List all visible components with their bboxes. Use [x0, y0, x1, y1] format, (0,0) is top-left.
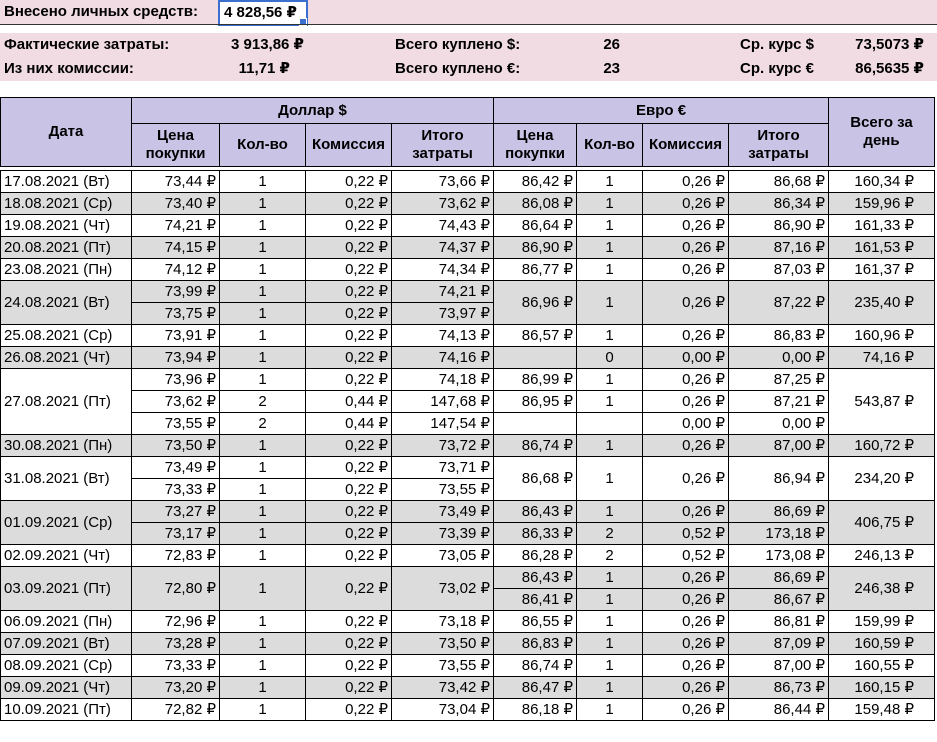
day-total-cell[interactable]: 159,99 ₽ — [829, 611, 935, 633]
usd-commission-cell[interactable]: 0,22 ₽ — [306, 655, 392, 677]
usd-qty-cell[interactable]: 1 — [220, 215, 306, 237]
eur-commission-cell[interactable]: 0,26 ₽ — [643, 215, 729, 237]
header-usd-price: Цена покупки — [132, 124, 220, 167]
header-eur-qty: Кол-во — [577, 124, 643, 167]
eur-qty-cell[interactable]: 1 — [577, 193, 643, 215]
usd-price-cell[interactable]: 73,55 ₽ — [132, 413, 220, 435]
eur-qty-cell[interactable]: 1 — [577, 589, 643, 611]
eur-qty-cell[interactable]: 1 — [577, 369, 643, 391]
usd-price-cell[interactable]: 73,20 ₽ — [132, 677, 220, 699]
summary-row-contributed — [0, 0, 937, 24]
date-cell[interactable]: 20.08.2021 (Пт) — [1, 237, 132, 259]
eur-qty-cell[interactable] — [577, 413, 643, 435]
usd-qty-cell[interactable]: 1 — [220, 259, 306, 281]
bought-eur-value: 23 — [603, 60, 620, 77]
usd-total-cell[interactable]: 73,66 ₽ — [392, 171, 494, 193]
eur-commission-cell[interactable]: 0,26 ₽ — [643, 281, 729, 325]
usd-qty-cell[interactable]: 1 — [220, 347, 306, 369]
usd-qty-cell[interactable]: 1 — [220, 523, 306, 545]
usd-total-cell[interactable]: 73,18 ₽ — [392, 611, 494, 633]
header-usd-commission: Комиссия — [306, 124, 392, 167]
eur-price-cell[interactable]: 86,74 ₽ — [494, 655, 577, 677]
usd-total-cell[interactable]: 73,62 ₽ — [392, 193, 494, 215]
usd-qty-cell[interactable]: 1 — [220, 435, 306, 457]
usd-price-cell[interactable]: 74,12 ₽ — [132, 259, 220, 281]
eur-total-cell[interactable]: 87,00 ₽ — [729, 655, 829, 677]
usd-commission-cell[interactable]: 0,22 ₽ — [306, 347, 392, 369]
usd-price-cell[interactable]: 73,28 ₽ — [132, 633, 220, 655]
eur-total-cell[interactable]: 87,22 ₽ — [729, 281, 829, 325]
day-total-cell[interactable]: 406,75 ₽ — [829, 501, 935, 545]
day-total-cell[interactable]: 160,15 ₽ — [829, 677, 935, 699]
bought-eur-label: Всего куплено €: — [395, 60, 521, 77]
usd-commission-cell[interactable]: 0,22 ₽ — [306, 501, 392, 523]
eur-qty-cell[interactable]: 1 — [577, 699, 643, 721]
eur-price-cell[interactable]: 86,83 ₽ — [494, 633, 577, 655]
eur-qty-cell[interactable]: 1 — [577, 237, 643, 259]
eur-commission-cell[interactable]: 0,52 ₽ — [643, 545, 729, 567]
usd-commission-cell[interactable]: 0,22 ₽ — [306, 699, 392, 721]
usd-commission-cell[interactable]: 0,44 ₽ — [306, 391, 392, 413]
avg-eur-label: Ср. курс € — [740, 60, 814, 77]
usd-total-cell[interactable]: 74,37 ₽ — [392, 237, 494, 259]
usd-commission-cell[interactable]: 0,22 ₽ — [306, 171, 392, 193]
usd-commission-cell[interactable]: 0,22 ₽ — [306, 545, 392, 567]
header-eur-commission: Комиссия — [643, 124, 729, 167]
eur-qty-cell[interactable]: 1 — [577, 633, 643, 655]
avg-usd-label: Ср. курс $ — [740, 36, 814, 53]
table-row — [1, 259, 935, 281]
bought-usd-value: 26 — [603, 36, 620, 53]
usd-qty-cell[interactable]: 1 — [220, 171, 306, 193]
usd-commission-cell[interactable]: 0,22 ₽ — [306, 523, 392, 545]
header-day-total: Всего за день — [829, 98, 935, 167]
usd-commission-cell[interactable]: 0,22 ₽ — [306, 611, 392, 633]
day-total-cell[interactable]: 246,38 ₽ — [829, 567, 935, 611]
usd-qty-cell[interactable]: 1 — [220, 633, 306, 655]
day-total-cell[interactable]: 543,87 ₽ — [829, 369, 935, 435]
usd-qty-cell[interactable]: 2 — [220, 413, 306, 435]
usd-commission-cell[interactable]: 0,22 ₽ — [306, 435, 392, 457]
header-eur: Евро € — [494, 98, 829, 124]
usd-commission-cell[interactable]: 0,22 ₽ — [306, 677, 392, 699]
eur-price-cell[interactable]: 86,64 ₽ — [494, 215, 577, 237]
usd-commission-cell[interactable]: 0,22 ₽ — [306, 325, 392, 347]
eur-total-cell[interactable]: 86,69 ₽ — [729, 567, 829, 589]
eur-total-cell[interactable]: 87,09 ₽ — [729, 633, 829, 655]
eur-commission-cell[interactable]: 0,26 ₽ — [643, 325, 729, 347]
eur-total-cell[interactable]: 173,18 ₽ — [729, 523, 829, 545]
eur-commission-cell[interactable]: 0,26 ₽ — [643, 171, 729, 193]
eur-total-cell[interactable]: 173,08 ₽ — [729, 545, 829, 567]
table-row — [1, 237, 935, 259]
usd-total-cell[interactable]: 73,72 ₽ — [392, 435, 494, 457]
eur-total-cell[interactable]: 86,73 ₽ — [729, 677, 829, 699]
usd-qty-cell[interactable]: 1 — [220, 501, 306, 523]
day-total-cell[interactable]: 160,96 ₽ — [829, 325, 935, 347]
eur-price-cell[interactable]: 86,42 ₽ — [494, 171, 577, 193]
eur-price-cell[interactable]: 86,99 ₽ — [494, 369, 577, 391]
table-row — [1, 391, 935, 413]
table-row — [1, 281, 935, 303]
day-total-cell[interactable]: 160,34 ₽ — [829, 171, 935, 193]
day-total-cell[interactable]: 160,59 ₽ — [829, 633, 935, 655]
eur-qty-cell[interactable]: 1 — [577, 281, 643, 325]
eur-price-cell[interactable]: 86,96 ₽ — [494, 281, 577, 325]
date-cell[interactable]: 25.08.2021 (Ср) — [1, 325, 132, 347]
usd-qty-cell[interactable]: 1 — [220, 325, 306, 347]
usd-price-cell[interactable]: 73,94 ₽ — [132, 347, 220, 369]
eur-total-cell[interactable]: 86,34 ₽ — [729, 193, 829, 215]
usd-total-cell[interactable]: 73,71 ₽ — [392, 457, 494, 479]
table-row — [1, 457, 935, 479]
header-eur-price: Цена покупки — [494, 124, 577, 167]
table-row — [1, 523, 935, 545]
eur-total-cell[interactable]: 0,00 ₽ — [729, 347, 829, 369]
date-cell[interactable]: 01.09.2021 (Ср) — [1, 501, 132, 545]
usd-price-cell[interactable]: 73,17 ₽ — [132, 523, 220, 545]
eur-qty-cell[interactable]: 0 — [577, 347, 643, 369]
usd-total-cell[interactable]: 74,13 ₽ — [392, 325, 494, 347]
eur-price-cell[interactable]: 86,18 ₽ — [494, 699, 577, 721]
usd-qty-cell[interactable]: 1 — [220, 303, 306, 325]
eur-commission-cell[interactable]: 0,26 ₽ — [643, 237, 729, 259]
table-row — [1, 325, 935, 347]
date-cell[interactable]: 24.08.2021 (Вт) — [1, 281, 132, 325]
usd-total-cell[interactable]: 74,34 ₽ — [392, 259, 494, 281]
header-usd-total: Итого затраты — [392, 124, 494, 167]
eur-price-cell[interactable]: 86,43 ₽ — [494, 567, 577, 589]
usd-total-cell[interactable]: 73,49 ₽ — [392, 501, 494, 523]
eur-qty-cell[interactable]: 1 — [577, 457, 643, 501]
table-row — [1, 699, 935, 721]
date-cell[interactable]: 26.08.2021 (Чт) — [1, 347, 132, 369]
usd-qty-cell[interactable]: 1 — [220, 457, 306, 479]
eur-total-cell[interactable]: 86,44 ₽ — [729, 699, 829, 721]
date-cell[interactable]: 17.08.2021 (Вт) — [1, 171, 132, 193]
eur-qty-cell[interactable]: 1 — [577, 215, 643, 237]
usd-commission-cell[interactable]: 0,44 ₽ — [306, 413, 392, 435]
eur-qty-cell[interactable]: 2 — [577, 545, 643, 567]
usd-qty-cell[interactable]: 1 — [220, 655, 306, 677]
eur-qty-cell[interactable]: 1 — [577, 567, 643, 589]
usd-price-cell[interactable]: 72,96 ₽ — [132, 611, 220, 633]
eur-price-cell[interactable]: 86,57 ₽ — [494, 325, 577, 347]
eur-total-cell[interactable]: 86,69 ₽ — [729, 501, 829, 523]
usd-total-cell[interactable]: 74,18 ₽ — [392, 369, 494, 391]
eur-commission-cell[interactable]: 0,26 ₽ — [643, 611, 729, 633]
eur-price-cell[interactable]: 86,28 ₽ — [494, 545, 577, 567]
table-row — [1, 677, 935, 699]
eur-price-cell[interactable]: 86,41 ₽ — [494, 589, 577, 611]
table-row — [1, 413, 935, 435]
usd-price-cell[interactable]: 72,80 ₽ — [132, 567, 220, 611]
usd-commission-cell[interactable]: 0,22 ₽ — [306, 567, 392, 611]
usd-price-cell[interactable]: 73,62 ₽ — [132, 391, 220, 413]
eur-commission-cell[interactable]: 0,26 ₽ — [643, 633, 729, 655]
contributed-value-cell[interactable] — [218, 0, 308, 26]
usd-qty-cell[interactable]: 1 — [220, 567, 306, 611]
usd-price-cell[interactable]: 74,15 ₽ — [132, 237, 220, 259]
table-row — [1, 567, 935, 589]
eur-qty-cell[interactable]: 1 — [577, 435, 643, 457]
day-total-cell[interactable]: 160,55 ₽ — [829, 655, 935, 677]
usd-price-cell[interactable]: 73,75 ₽ — [132, 303, 220, 325]
table-row — [1, 501, 935, 523]
eur-price-cell[interactable]: 86,74 ₽ — [494, 435, 577, 457]
usd-total-cell[interactable]: 147,68 ₽ — [392, 391, 494, 413]
date-cell[interactable]: 02.09.2021 (Чт) — [1, 545, 132, 567]
actual-value: 3 913,86 ₽ — [231, 36, 304, 53]
usd-total-cell[interactable]: 73,04 ₽ — [392, 699, 494, 721]
eur-price-cell[interactable]: 86,95 ₽ — [494, 391, 577, 413]
eur-commission-cell[interactable]: 0,00 ₽ — [643, 413, 729, 435]
usd-commission-cell[interactable]: 0,22 ₽ — [306, 281, 392, 303]
eur-qty-cell[interactable]: 1 — [577, 501, 643, 523]
eur-qty-cell[interactable]: 1 — [577, 611, 643, 633]
date-cell[interactable]: 03.09.2021 (Пт) — [1, 567, 132, 611]
eur-total-cell[interactable]: 87,25 ₽ — [729, 369, 829, 391]
eur-commission-cell[interactable]: 0,26 ₽ — [643, 589, 729, 611]
eur-commission-cell[interactable]: 0,26 ₽ — [643, 369, 729, 391]
table-row — [1, 171, 935, 193]
table-header — [1, 98, 935, 171]
usd-commission-cell[interactable]: 0,22 ₽ — [306, 193, 392, 215]
eur-total-cell[interactable]: 87,16 ₽ — [729, 237, 829, 259]
eur-commission-cell[interactable]: 0,00 ₽ — [643, 347, 729, 369]
eur-commission-cell[interactable]: 0,26 ₽ — [643, 457, 729, 501]
eur-commission-cell[interactable]: 0,26 ₽ — [643, 391, 729, 413]
usd-price-cell[interactable]: 74,21 ₽ — [132, 215, 220, 237]
day-total-cell[interactable]: 74,16 ₽ — [829, 347, 935, 369]
table-row — [1, 611, 935, 633]
eur-total-cell[interactable]: 87,21 ₽ — [729, 391, 829, 413]
usd-total-cell[interactable]: 73,55 ₽ — [392, 479, 494, 501]
usd-price-cell[interactable]: 73,33 ₽ — [132, 479, 220, 501]
usd-qty-cell[interactable]: 1 — [220, 677, 306, 699]
usd-commission-cell[interactable]: 0,22 ₽ — [306, 259, 392, 281]
usd-price-cell[interactable]: 73,91 ₽ — [132, 325, 220, 347]
eur-qty-cell[interactable]: 1 — [577, 677, 643, 699]
commission-label: Из них комиссии: — [4, 60, 134, 77]
eur-qty-cell[interactable]: 1 — [577, 325, 643, 347]
day-total-cell[interactable]: 161,37 ₽ — [829, 259, 935, 281]
table-row — [1, 215, 935, 237]
usd-qty-cell[interactable]: 1 — [220, 281, 306, 303]
date-cell[interactable]: 07.09.2021 (Вт) — [1, 633, 132, 655]
eur-price-cell[interactable] — [494, 347, 577, 369]
header-usd-qty: Кол-во — [220, 124, 306, 167]
eur-price-cell[interactable]: 86,90 ₽ — [494, 237, 577, 259]
avg-usd-value: 73,5073 ₽ — [855, 36, 924, 53]
usd-total-cell[interactable]: 74,43 ₽ — [392, 215, 494, 237]
eur-total-cell[interactable]: 0,00 ₽ — [729, 413, 829, 435]
eur-price-cell[interactable]: 86,55 ₽ — [494, 611, 577, 633]
header-eur-total: Итого затраты — [729, 124, 829, 167]
day-total-cell[interactable]: 159,48 ₽ — [829, 699, 935, 721]
eur-total-cell[interactable]: 87,00 ₽ — [729, 435, 829, 457]
eur-price-cell[interactable]: 86,33 ₽ — [494, 523, 577, 545]
usd-qty-cell[interactable]: 1 — [220, 699, 306, 721]
date-cell[interactable]: 30.08.2021 (Пн) — [1, 435, 132, 457]
usd-commission-cell[interactable]: 0,22 ₽ — [306, 479, 392, 501]
day-total-cell[interactable]: 159,96 ₽ — [829, 193, 935, 215]
usd-total-cell[interactable]: 73,05 ₽ — [392, 545, 494, 567]
usd-commission-cell[interactable]: 0,22 ₽ — [306, 303, 392, 325]
eur-qty-cell[interactable]: 1 — [577, 655, 643, 677]
header-date: Дата — [1, 98, 132, 167]
eur-total-cell[interactable]: 87,03 ₽ — [729, 259, 829, 281]
eur-total-cell[interactable]: 86,94 ₽ — [729, 457, 829, 501]
table-body — [1, 171, 935, 721]
eur-total-cell[interactable]: 86,90 ₽ — [729, 215, 829, 237]
commission-value: 11,71 ₽ — [238, 60, 290, 77]
usd-price-cell[interactable]: 73,44 ₽ — [132, 171, 220, 193]
eur-qty-cell[interactable]: 2 — [577, 523, 643, 545]
eur-price-cell[interactable]: 86,68 ₽ — [494, 457, 577, 501]
day-total-cell[interactable]: 235,40 ₽ — [829, 281, 935, 325]
usd-total-cell[interactable]: 73,50 ₽ — [392, 633, 494, 655]
eur-qty-cell[interactable]: 1 — [577, 259, 643, 281]
usd-total-cell[interactable]: 73,55 ₽ — [392, 655, 494, 677]
actual-label: Фактические затраты: — [4, 36, 170, 53]
day-total-cell[interactable]: 160,72 ₽ — [829, 435, 935, 457]
usd-total-cell[interactable]: 73,97 ₽ — [392, 303, 494, 325]
eur-commission-cell[interactable]: 0,26 ₽ — [643, 699, 729, 721]
date-cell[interactable]: 09.09.2021 (Чт) — [1, 677, 132, 699]
usd-total-cell[interactable]: 73,42 ₽ — [392, 677, 494, 699]
purchases-table — [0, 97, 935, 721]
usd-qty-cell[interactable]: 1 — [220, 611, 306, 633]
usd-qty-cell[interactable]: 1 — [220, 237, 306, 259]
eur-qty-cell[interactable]: 1 — [577, 171, 643, 193]
summary-row-2 — [0, 57, 937, 81]
contributed-value: 4 828,56 ₽ — [224, 4, 297, 21]
eur-commission-cell[interactable]: 0,26 ₽ — [643, 567, 729, 589]
day-total-cell[interactable]: 161,53 ₽ — [829, 237, 935, 259]
avg-eur-value: 86,5635 ₽ — [855, 60, 924, 77]
eur-commission-cell[interactable]: 0,26 ₽ — [643, 259, 729, 281]
usd-qty-cell[interactable]: 1 — [220, 193, 306, 215]
eur-commission-cell[interactable]: 0,26 ₽ — [643, 501, 729, 523]
header-usd: Доллар $ — [132, 98, 494, 124]
table-row — [1, 655, 935, 677]
usd-price-cell[interactable]: 72,82 ₽ — [132, 699, 220, 721]
usd-total-cell[interactable]: 74,16 ₽ — [392, 347, 494, 369]
usd-qty-cell[interactable]: 1 — [220, 545, 306, 567]
usd-commission-cell[interactable]: 0,22 ₽ — [306, 633, 392, 655]
eur-commission-cell[interactable]: 0,52 ₽ — [643, 523, 729, 545]
usd-price-cell[interactable]: 73,99 ₽ — [132, 281, 220, 303]
eur-qty-cell[interactable]: 1 — [577, 391, 643, 413]
eur-price-cell[interactable]: 86,47 ₽ — [494, 677, 577, 699]
usd-total-cell[interactable]: 74,21 ₽ — [392, 281, 494, 303]
contributed-label: Внесено личных средств: — [4, 3, 199, 20]
usd-total-cell[interactable]: 73,02 ₽ — [392, 567, 494, 611]
usd-price-cell[interactable]: 73,49 ₽ — [132, 457, 220, 479]
date-cell[interactable]: 31.08.2021 (Вт) — [1, 457, 132, 501]
usd-price-cell[interactable]: 73,96 ₽ — [132, 369, 220, 391]
day-total-cell[interactable]: 234,20 ₽ — [829, 457, 935, 501]
summary-panel — [0, 0, 937, 95]
date-cell[interactable]: 08.09.2021 (Ср) — [1, 655, 132, 677]
table-row — [1, 435, 935, 457]
usd-qty-cell[interactable]: 2 — [220, 391, 306, 413]
usd-commission-cell[interactable]: 0,22 ₽ — [306, 237, 392, 259]
eur-total-cell[interactable]: 86,83 ₽ — [729, 325, 829, 347]
eur-total-cell[interactable]: 86,81 ₽ — [729, 611, 829, 633]
table-row — [1, 545, 935, 567]
usd-total-cell[interactable]: 147,54 ₽ — [392, 413, 494, 435]
date-cell[interactable]: 19.08.2021 (Чт) — [1, 215, 132, 237]
table-row — [1, 193, 935, 215]
date-cell[interactable]: 06.09.2021 (Пн) — [1, 611, 132, 633]
eur-total-cell[interactable]: 86,67 ₽ — [729, 589, 829, 611]
eur-price-cell[interactable]: 86,43 ₽ — [494, 501, 577, 523]
usd-qty-cell[interactable]: 1 — [220, 479, 306, 501]
usd-commission-cell[interactable]: 0,22 ₽ — [306, 369, 392, 391]
date-cell[interactable]: 23.08.2021 (Пн) — [1, 259, 132, 281]
usd-commission-cell[interactable]: 0,22 ₽ — [306, 457, 392, 479]
eur-commission-cell[interactable]: 0,26 ₽ — [643, 655, 729, 677]
summary-row-1 — [0, 33, 937, 57]
usd-commission-cell[interactable]: 0,22 ₽ — [306, 215, 392, 237]
table-row — [1, 347, 935, 369]
day-total-cell[interactable]: 161,33 ₽ — [829, 215, 935, 237]
eur-price-cell[interactable] — [494, 413, 577, 435]
eur-commission-cell[interactable]: 0,26 ₽ — [643, 193, 729, 215]
usd-price-cell[interactable]: 73,40 ₽ — [132, 193, 220, 215]
usd-price-cell[interactable]: 73,27 ₽ — [132, 501, 220, 523]
eur-price-cell[interactable]: 86,77 ₽ — [494, 259, 577, 281]
eur-price-cell[interactable]: 86,08 ₽ — [494, 193, 577, 215]
usd-total-cell[interactable]: 73,39 ₽ — [392, 523, 494, 545]
eur-commission-cell[interactable]: 0,26 ₽ — [643, 435, 729, 457]
day-total-cell[interactable]: 246,13 ₽ — [829, 545, 935, 567]
usd-qty-cell[interactable]: 1 — [220, 369, 306, 391]
usd-price-cell[interactable]: 73,50 ₽ — [132, 435, 220, 457]
table-row — [1, 633, 935, 655]
eur-commission-cell[interactable]: 0,26 ₽ — [643, 677, 729, 699]
usd-price-cell[interactable]: 73,33 ₽ — [132, 655, 220, 677]
date-cell[interactable]: 18.08.2021 (Ср) — [1, 193, 132, 215]
date-cell[interactable]: 27.08.2021 (Пт) — [1, 369, 132, 435]
bought-usd-label: Всего куплено $: — [395, 36, 521, 53]
eur-total-cell[interactable]: 86,68 ₽ — [729, 171, 829, 193]
table-row — [1, 369, 935, 391]
date-cell[interactable]: 10.09.2021 (Пт) — [1, 699, 132, 721]
usd-price-cell[interactable]: 72,83 ₽ — [132, 545, 220, 567]
